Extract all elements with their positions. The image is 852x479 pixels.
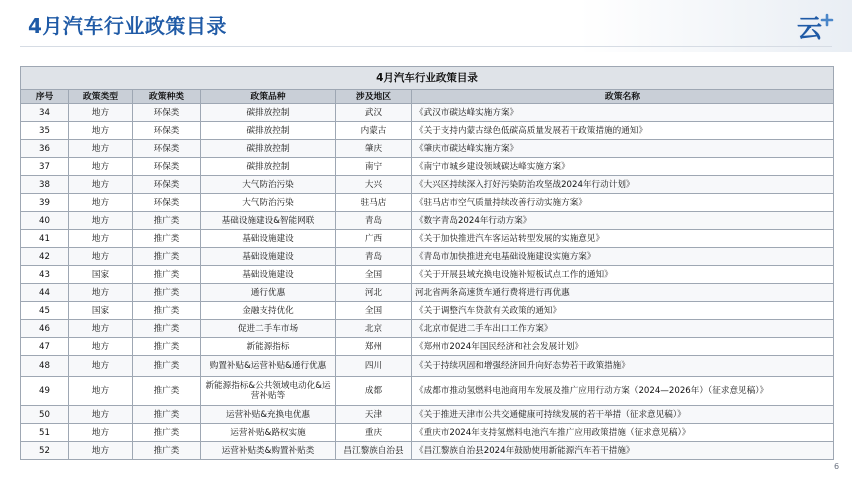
cell-region: 成都 bbox=[336, 377, 412, 406]
cell-region: 驻马店 bbox=[336, 194, 412, 212]
column-header-policy-name: 政策名称 bbox=[412, 90, 834, 104]
page-number: 6 bbox=[834, 462, 840, 471]
cell-policy-variety: 碳排放控制 bbox=[201, 158, 336, 176]
title-divider bbox=[20, 46, 832, 47]
cell-policy-category: 环保类 bbox=[133, 140, 201, 158]
cell-policy-name: 《关于支持内蒙古绿色低碳高质量发展若干政策措施的通知》 bbox=[412, 122, 834, 140]
cell-policy-variety: 金融支持优化 bbox=[201, 302, 336, 320]
cell-policy-type: 地方 bbox=[69, 406, 133, 424]
page-title: 4月汽车行业政策目录 bbox=[28, 14, 227, 38]
cell-policy-variety: 运营补贴&充换电优惠 bbox=[201, 406, 336, 424]
cell-index: 41 bbox=[21, 230, 69, 248]
cell-policy-type: 地方 bbox=[69, 442, 133, 460]
cell-policy-variety: 大气防治污染 bbox=[201, 176, 336, 194]
cell-region: 武汉 bbox=[336, 104, 412, 122]
cell-index: 35 bbox=[21, 122, 69, 140]
cell-policy-category: 环保类 bbox=[133, 194, 201, 212]
table-row bbox=[21, 230, 834, 248]
cell-policy-type: 国家 bbox=[69, 302, 133, 320]
table-row bbox=[21, 338, 834, 356]
column-header-policy-category: 政策种类 bbox=[133, 90, 201, 104]
cell-policy-name: 《关于持续巩固和增强经济回升向好态势若干政策措施》 bbox=[412, 356, 834, 377]
cell-policy-category: 推广类 bbox=[133, 356, 201, 377]
column-header-region: 涉及地区 bbox=[336, 90, 412, 104]
table-header-row bbox=[21, 90, 834, 104]
policy-table bbox=[20, 66, 834, 460]
cell-region: 全国 bbox=[336, 302, 412, 320]
table-row bbox=[21, 284, 834, 302]
cell-index: 50 bbox=[21, 406, 69, 424]
cell-index: 40 bbox=[21, 212, 69, 230]
cell-index: 38 bbox=[21, 176, 69, 194]
cell-policy-category: 推广类 bbox=[133, 424, 201, 442]
cell-policy-variety: 大气防治污染 bbox=[201, 194, 336, 212]
cell-policy-variety: 促进二手车市场 bbox=[201, 320, 336, 338]
cell-policy-category: 环保类 bbox=[133, 176, 201, 194]
cell-policy-category: 推广类 bbox=[133, 248, 201, 266]
cell-index: 37 bbox=[21, 158, 69, 176]
cell-index: 49 bbox=[21, 377, 69, 406]
cell-index: 43 bbox=[21, 266, 69, 284]
cell-policy-type: 地方 bbox=[69, 212, 133, 230]
cell-policy-name: 《肇庆市碳达峰实施方案》 bbox=[412, 140, 834, 158]
cell-policy-name: 《南宁市城乡建设领域碳达峰实施方案》 bbox=[412, 158, 834, 176]
cell-policy-category: 推广类 bbox=[133, 284, 201, 302]
cell-policy-type: 地方 bbox=[69, 140, 133, 158]
cell-policy-variety: 基础设施建设 bbox=[201, 248, 336, 266]
cell-policy-type: 国家 bbox=[69, 266, 133, 284]
cell-policy-type: 地方 bbox=[69, 377, 133, 406]
cell-policy-type: 地方 bbox=[69, 176, 133, 194]
cell-policy-category: 推广类 bbox=[133, 338, 201, 356]
cell-policy-type: 地方 bbox=[69, 356, 133, 377]
svg-text:云: 云 bbox=[797, 14, 823, 40]
table-row bbox=[21, 212, 834, 230]
cell-policy-category: 推广类 bbox=[133, 442, 201, 460]
cell-policy-name: 《北京市促进二手车出口工作方案》 bbox=[412, 320, 834, 338]
table-row bbox=[21, 140, 834, 158]
table-row bbox=[21, 442, 834, 460]
cell-region: 南宁 bbox=[336, 158, 412, 176]
cell-region: 全国 bbox=[336, 266, 412, 284]
cell-policy-category: 推广类 bbox=[133, 302, 201, 320]
cell-index: 36 bbox=[21, 140, 69, 158]
cell-policy-variety: 新能源指标&公共领域电动化&运营补贴等 bbox=[201, 377, 336, 406]
table-row bbox=[21, 377, 834, 406]
cloud-plus-logo-icon bbox=[796, 12, 836, 40]
table-row bbox=[21, 424, 834, 442]
cell-policy-category: 环保类 bbox=[133, 158, 201, 176]
cell-policy-type: 地方 bbox=[69, 424, 133, 442]
table-row bbox=[21, 406, 834, 424]
cell-policy-category: 推广类 bbox=[133, 266, 201, 284]
cell-region: 昌江黎族自治县 bbox=[336, 442, 412, 460]
cell-policy-type: 地方 bbox=[69, 248, 133, 266]
cell-region: 郑州 bbox=[336, 338, 412, 356]
cell-index: 39 bbox=[21, 194, 69, 212]
cell-policy-variety: 基础设施建设 bbox=[201, 266, 336, 284]
table-caption-row bbox=[21, 67, 834, 90]
cell-policy-variety: 碳排放控制 bbox=[201, 104, 336, 122]
cell-policy-name: 《关于开展县域充换电设施补短板试点工作的通知》 bbox=[412, 266, 834, 284]
column-header-index: 序号 bbox=[21, 90, 69, 104]
cell-region: 大兴 bbox=[336, 176, 412, 194]
table-row bbox=[21, 122, 834, 140]
cell-region: 青岛 bbox=[336, 248, 412, 266]
cell-index: 45 bbox=[21, 302, 69, 320]
cell-policy-variety: 运营补贴&路权实施 bbox=[201, 424, 336, 442]
cell-index: 44 bbox=[21, 284, 69, 302]
cell-policy-type: 地方 bbox=[69, 158, 133, 176]
cell-policy-name: 《关于调整汽车贷款有关政策的通知》 bbox=[412, 302, 834, 320]
cell-region: 北京 bbox=[336, 320, 412, 338]
cell-region: 肇庆 bbox=[336, 140, 412, 158]
cell-policy-category: 环保类 bbox=[133, 104, 201, 122]
cell-region: 内蒙古 bbox=[336, 122, 412, 140]
cell-policy-type: 地方 bbox=[69, 230, 133, 248]
cell-index: 34 bbox=[21, 104, 69, 122]
cell-region: 广西 bbox=[336, 230, 412, 248]
cell-policy-type: 地方 bbox=[69, 320, 133, 338]
table-row bbox=[21, 104, 834, 122]
cell-policy-variety: 购置补贴&运营补贴&通行优惠 bbox=[201, 356, 336, 377]
cell-policy-category: 推广类 bbox=[133, 377, 201, 406]
cell-policy-category: 推广类 bbox=[133, 230, 201, 248]
cell-policy-name: 《武汉市碳达峰实施方案》 bbox=[412, 104, 834, 122]
column-header-policy-type: 政策类型 bbox=[69, 90, 133, 104]
table-body bbox=[21, 104, 834, 460]
cell-region: 天津 bbox=[336, 406, 412, 424]
cell-index: 42 bbox=[21, 248, 69, 266]
cell-index: 46 bbox=[21, 320, 69, 338]
cell-policy-category: 推广类 bbox=[133, 406, 201, 424]
table-row bbox=[21, 158, 834, 176]
table-row bbox=[21, 248, 834, 266]
cell-policy-name: 《青岛市加快推进充电基础设施建设实施方案》 bbox=[412, 248, 834, 266]
table-row bbox=[21, 356, 834, 377]
column-header-policy-variety: 政策品种 bbox=[201, 90, 336, 104]
cell-policy-variety: 碳排放控制 bbox=[201, 140, 336, 158]
cell-policy-name: 《成都市推动氢燃料电池商用车发展及推广应用行动方案（2024—2026年）（征求意见稿）》 bbox=[412, 377, 834, 406]
cell-policy-name: 《郑州市2024年国民经济和社会发展计划》 bbox=[412, 338, 834, 356]
cell-policy-name: 《数字青岛2024年行动方案》 bbox=[412, 212, 834, 230]
cell-policy-name: 《驻马店市空气质量持续改善行动实施方案》 bbox=[412, 194, 834, 212]
cell-policy-type: 地方 bbox=[69, 338, 133, 356]
table-row bbox=[21, 266, 834, 284]
cell-region: 河北 bbox=[336, 284, 412, 302]
cell-policy-variety: 基础设施建设&智能网联 bbox=[201, 212, 336, 230]
cell-index: 52 bbox=[21, 442, 69, 460]
table-row bbox=[21, 194, 834, 212]
cell-index: 48 bbox=[21, 356, 69, 377]
cell-policy-category: 环保类 bbox=[133, 122, 201, 140]
cell-policy-name: 《昌江黎族自治县2024年鼓励使用新能源汽车若干措施》 bbox=[412, 442, 834, 460]
cell-region: 青岛 bbox=[336, 212, 412, 230]
cell-index: 51 bbox=[21, 424, 69, 442]
table-row bbox=[21, 302, 834, 320]
cell-policy-category: 推广类 bbox=[133, 320, 201, 338]
table-caption: 4月汽车行业政策目录 bbox=[21, 67, 834, 90]
cell-policy-name: 《大兴区持续深入打好污染防治攻坚战2024年行动计划》 bbox=[412, 176, 834, 194]
cell-policy-name: 《关于推进天津市公共交通健康可持续发展的若干举措（征求意见稿）》 bbox=[412, 406, 834, 424]
table-row bbox=[21, 176, 834, 194]
cell-policy-type: 地方 bbox=[69, 194, 133, 212]
table-row bbox=[21, 320, 834, 338]
policy-table-container bbox=[20, 66, 833, 460]
cell-policy-variety: 运营补贴类&购置补贴类 bbox=[201, 442, 336, 460]
cell-policy-type: 地方 bbox=[69, 122, 133, 140]
cell-policy-variety: 碳排放控制 bbox=[201, 122, 336, 140]
cell-region: 重庆 bbox=[336, 424, 412, 442]
cell-policy-variety: 新能源指标 bbox=[201, 338, 336, 356]
cell-policy-category: 推广类 bbox=[133, 212, 201, 230]
cell-index: 47 bbox=[21, 338, 69, 356]
cell-policy-variety: 通行优惠 bbox=[201, 284, 336, 302]
cell-policy-name: 《关于加快推进汽车客运站转型发展的实施意见》 bbox=[412, 230, 834, 248]
cell-policy-name: 《重庆市2024年支持氢燃料电池汽车推广应用政策措施（征求意见稿）》 bbox=[412, 424, 834, 442]
cell-policy-type: 地方 bbox=[69, 284, 133, 302]
cell-policy-variety: 基础设施建设 bbox=[201, 230, 336, 248]
cell-region: 四川 bbox=[336, 356, 412, 377]
cell-policy-name: 河北省两条高速货车通行费将进行再优惠 bbox=[412, 284, 834, 302]
cell-policy-type: 地方 bbox=[69, 104, 133, 122]
